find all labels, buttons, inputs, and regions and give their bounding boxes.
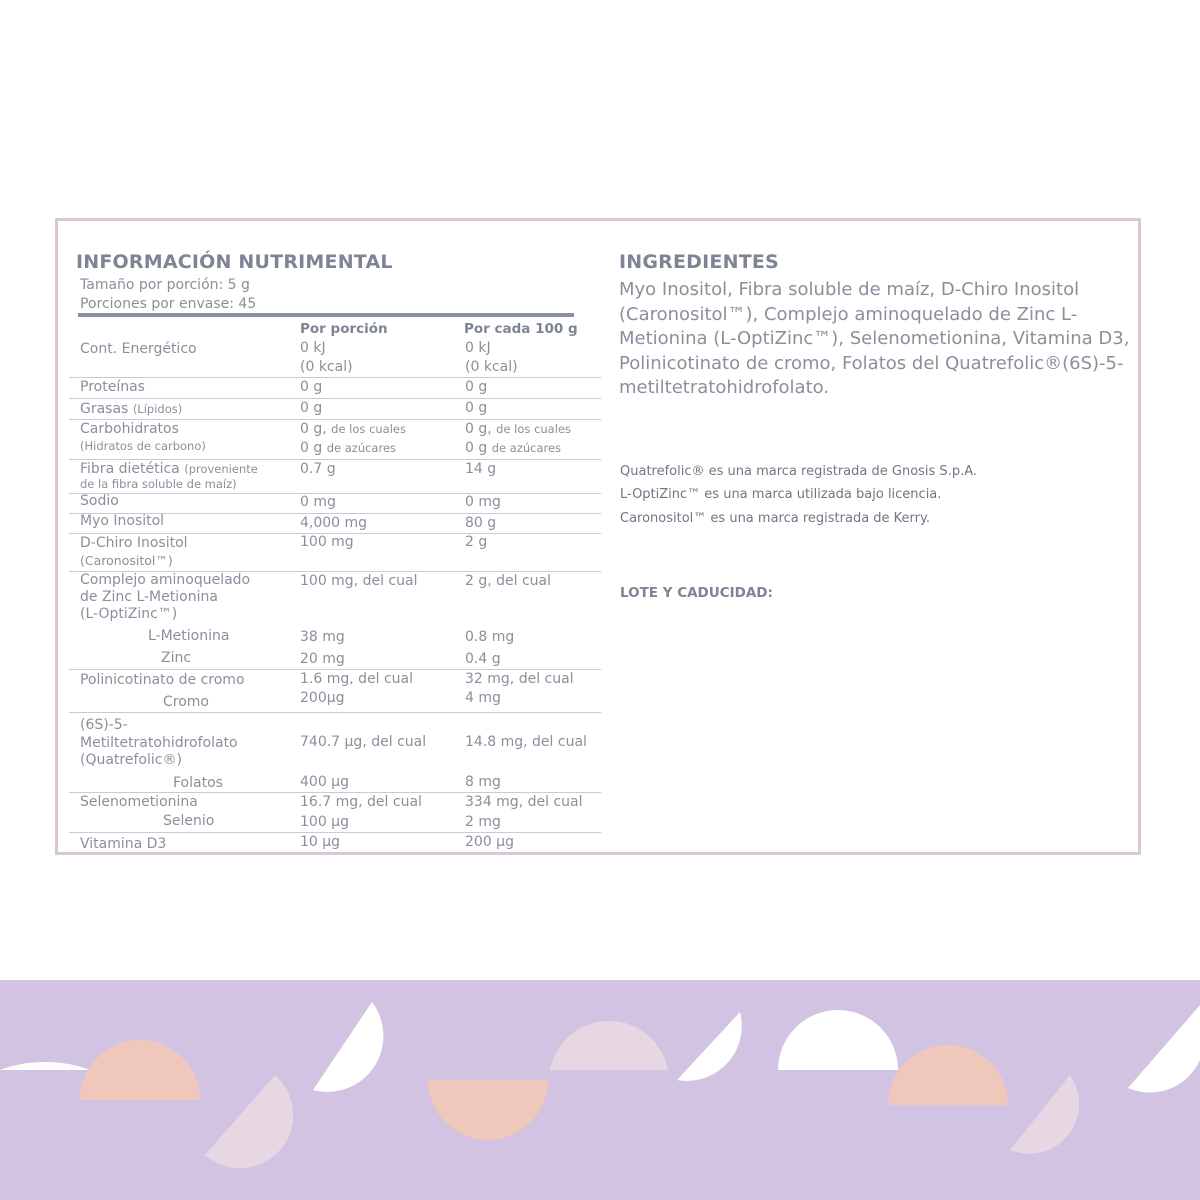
table-row <box>69 792 601 833</box>
row-per-100g: 0 g, <box>465 421 492 437</box>
row-name-line2: Metiltetratohidrofolato <box>80 735 238 751</box>
row-name: Zinc <box>161 650 192 666</box>
half-circle-white-shape <box>313 1002 383 1092</box>
ingredients-title: INGREDIENTES <box>619 251 779 273</box>
row-name: L-Metionina <box>148 628 230 644</box>
row-per-serving: 0.7 g <box>300 461 336 477</box>
row-per-serving: 100 µg <box>300 814 349 830</box>
row-per-serving: 200µg <box>300 690 345 706</box>
row-per-100g: 0.8 mg <box>465 629 515 645</box>
row-per-100g: 0 g <box>465 400 488 416</box>
row-per-serving-2: 0 g <box>300 440 323 456</box>
nutrition-title: INFORMACIÓN NUTRIMENTAL <box>76 251 393 273</box>
half-circle-peach-shape <box>80 1040 200 1100</box>
row-per-serving: 0 g, <box>300 421 327 437</box>
row-per-100g: 2 mg <box>465 814 501 830</box>
row-name: Grasas <box>80 401 129 417</box>
row-per-100g: 0.4 g <box>465 651 501 667</box>
table-row <box>69 459 601 494</box>
row-per-serving-note: de los cuales <box>331 422 406 436</box>
serving-size: Tamaño por porción: 5 g <box>80 277 250 293</box>
row-per-100g-note: de los cuales <box>496 422 571 436</box>
half-circle-peach-shape <box>888 1045 1008 1105</box>
row-per-100g: 80 g <box>465 515 497 531</box>
row-name: Cromo <box>163 694 209 710</box>
row-name: (6S)-5- <box>80 717 128 733</box>
row-per-100g: 0 kJ <box>465 340 491 356</box>
col-header-per-serving: Por porción <box>300 321 388 337</box>
table-row <box>69 533 601 572</box>
trademark-note: Quatrefolic® es una marca registrada de Gnosis S.p.A. <box>620 464 977 479</box>
row-name: Fibra dietética <box>80 461 180 477</box>
table-row <box>69 669 601 713</box>
row-per-serving: 20 mg <box>300 651 345 667</box>
row-name: Folatos <box>173 775 223 791</box>
table-row <box>69 398 601 420</box>
row-per-100g-2-note: de azúcares <box>491 441 562 455</box>
row-name-sub: (Caronositol™) <box>80 553 173 568</box>
row-per-100g-2: (0 kcal) <box>465 359 518 375</box>
row-name-sub2: de la fibra soluble de maíz) <box>80 477 237 491</box>
table-row <box>69 339 601 375</box>
row-name: Complejo aminoquelado <box>80 572 251 588</box>
row-name-sub: (proveniente <box>184 462 258 476</box>
table-row <box>69 513 601 534</box>
row-per-100g: 0 g <box>465 379 488 395</box>
trademark-note: Caronositol™ es una marca registrada de Kerry. <box>620 511 930 526</box>
row-per-serving: 38 mg <box>300 629 345 645</box>
row-name: Polinicotinato de cromo <box>80 672 245 688</box>
row-per-serving: 0 g <box>300 400 323 416</box>
row-name: Carbohidratos <box>80 421 179 437</box>
row-per-serving: 10 µg <box>300 834 341 850</box>
row-per-serving: 0 mg <box>300 494 336 510</box>
row-name: Cont. Energético <box>80 341 197 357</box>
row-name-line2: de Zinc L-Metionina <box>80 589 218 605</box>
row-name: Proteínas <box>80 379 145 395</box>
nutrition-card <box>55 218 1141 855</box>
half-circle-pink-shape <box>205 1075 293 1168</box>
row-name-sub: (Hidratos de carbono) <box>80 439 206 453</box>
row-per-serving-2: (0 kcal) <box>300 359 353 375</box>
trademark-note: L-OptiZinc™ es una marca utilizada bajo licencia. <box>620 487 942 502</box>
row-per-100g: 4 mg <box>465 690 501 706</box>
half-circle-pink-shape <box>1010 1075 1079 1154</box>
row-name-sub: (Lípidos) <box>132 402 183 416</box>
row-name: Sodio <box>80 493 119 509</box>
half-circle-white-shape <box>1128 1005 1200 1093</box>
table-row <box>69 571 601 670</box>
row-per-100g: 334 mg, del cual <box>465 794 583 810</box>
half-circle-peach-shape <box>428 1080 548 1140</box>
row-per-100g: 0 mg <box>465 494 501 510</box>
row-name: Vitamina D3 <box>80 836 167 852</box>
row-per-serving: 0 g <box>300 379 323 395</box>
row-per-serving: 1.6 mg, del cual <box>300 671 414 687</box>
ingredients-text: Myo Inositol, Fibra soluble de maíz, D-Chiro Inositol (Caronositol™), Complejo aminoquelado de Zinc L-Metionina (L-OptiZinc™), Selenometionina, Vitamina D3, Polinicotinato de cromo, Folatos del Quatrefolic®(6S)-5-metiltetratohidrofolato. <box>619 279 1130 398</box>
row-per-100g: 14 g <box>465 461 497 477</box>
row-per-100g: 2 g <box>465 534 488 550</box>
decorative-shapes <box>0 980 1200 1200</box>
servings-per-container: Porciones por envase: 45 <box>80 296 257 312</box>
row-per-serving: 400 µg <box>300 774 349 790</box>
table-row <box>69 377 601 399</box>
row-name: Myo Inositol <box>80 513 165 529</box>
half-circle-white-shape <box>0 1062 90 1070</box>
row-name: D-Chiro Inositol <box>80 535 188 551</box>
table-row <box>69 712 601 793</box>
row-per-100g: 8 mg <box>465 774 501 790</box>
row-name-line3: (L-OptiZinc™) <box>80 606 178 622</box>
row-name: Selenio <box>163 813 215 829</box>
row-per-100g-2: 0 g <box>465 440 488 456</box>
row-per-serving: 100 mg <box>300 534 354 550</box>
thick-divider <box>78 313 574 317</box>
row-per-serving: 4,000 mg <box>300 515 368 531</box>
row-per-serving: 16.7 mg, del cual <box>300 794 422 810</box>
row-per-serving: 0 kJ <box>300 340 326 356</box>
row-name: Selenometionina <box>80 794 198 810</box>
table-row <box>69 419 601 460</box>
table-row <box>69 493 601 514</box>
row-name-line3: (Quatrefolic®) <box>80 752 182 768</box>
row-per-serving-2-note: de azúcares <box>326 441 397 455</box>
row-per-100g: 200 µg <box>465 834 514 850</box>
table-row <box>69 832 601 853</box>
half-circle-white-shape <box>778 1010 898 1070</box>
col-header-per-100g: Por cada 100 g <box>464 321 578 337</box>
row-per-100g: 32 mg, del cual <box>465 671 574 687</box>
row-per-serving: 740.7 µg, del cual <box>300 734 427 750</box>
row-per-100g: 2 g, del cual <box>465 573 552 589</box>
half-circle-pink-shape <box>550 1021 668 1070</box>
lote-caducidad-label: LOTE Y CADUCIDAD: <box>620 585 773 601</box>
half-circle-white-shape <box>677 1012 742 1081</box>
row-per-100g: 14.8 mg, del cual <box>465 734 587 750</box>
row-per-serving: 100 mg, del cual <box>300 573 418 589</box>
